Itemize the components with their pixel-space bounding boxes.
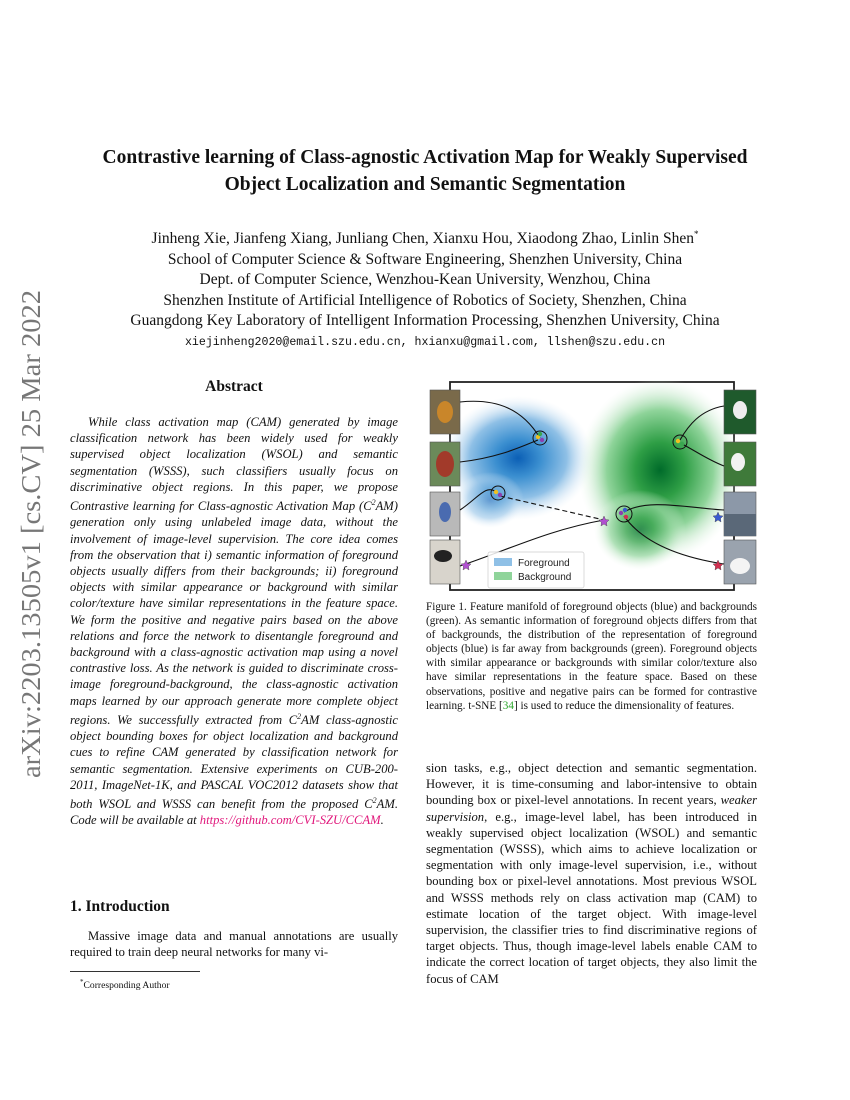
author-block <box>60 224 790 354</box>
legend-label-background: Background <box>518 572 572 583</box>
right-text-2: , e.g., image-level label, has been introduced in weakly supervised object localization (WSOL) and semantic segmentation (WSSS), which aims to achieve localization or segmentation with only image-level supervision, i.e., without bounding box or pixel-level annotations. Most previous WSOL and WSSS methods rely on class activation map (CAM) to estimate location of the target object. With image-level supervision, the classifier tries to find discriminative regions of target objects. Thus, though image-level labels enable CAM to indicate the correct location of target objects, they also limit the focus of CAM <box>426 809 757 986</box>
paper-title <box>60 144 790 198</box>
caption-text-1: Figure 1. Feature manifold of foreground objects (blue) and backgrounds (green). As semantic information of foreground objects differs from that of backgrounds, the distribution of the representation of foreground objects (blue) is far away from backgrounds (green). Foreground objects with similar appearance or backgrounds with similar color/texture also have similar representations in the feature space. Based on these observations, positive and negative pairs can be formed for contrastive learning. t-SNE [ <box>426 601 757 712</box>
abstract-sup-1: 2 <box>371 498 376 508</box>
caption-text-2: ] is used to reduce the dimensionality of features. <box>513 699 735 712</box>
legend-label-foreground: Foreground <box>518 558 570 569</box>
arxiv-identifier <box>8 290 48 780</box>
abstract-text-4: AM. Code will be available at <box>70 797 398 828</box>
author-names: Jinheng Xie, Jianfeng Xiang, Junliang Chen, Xianxu Hou, Xiaodong Zhao, Linlin Shen <box>151 230 694 248</box>
foreground-density-tail <box>456 472 524 528</box>
affiliation-3: Shenzhen Institute of Artificial Intelligence of Robotics of Society, Shenzhen, China <box>163 291 687 309</box>
abstract-body <box>70 414 398 829</box>
thumbnail-bird <box>430 540 460 584</box>
arxiv-identifier-text: arXiv:2203.13505v1 [cs.CV] 25 Mar 2022 <box>16 316 46 778</box>
right-text-1: sion tasks, e.g., object detection and semantic segmentation. However, it is time-consuming and labor-intensive to obtain bounding box or pixel-level annotations. In recent years, <box>426 761 757 808</box>
footnote <box>80 976 170 992</box>
affiliation-4: Guangdong Key Laboratory of Intelligent Information Processing, Shenzhen University, China <box>130 312 720 330</box>
code-link[interactable]: https://github.com/CVI-SZU/CCAM <box>199 813 381 828</box>
author-mark: * <box>693 229 699 239</box>
footnote-mark: * <box>80 978 84 986</box>
legend-swatch-background <box>494 572 512 580</box>
abstract-text-2: AM) generation only using unlabeled image data, without the involvement of image-level supervision. The core idea comes from the observation that i) semantic information of foreground objects usually differs from their backgrounds; ii) foreground objects with similar appearance or background with similar color/texture have similar representations in the feature space. We form the positive and negative pairs based on the above relations and force the network to disentangle foreground and background with a class-agnostic activation map using a novel contrastive loss. As the network is guided to discriminate cross-image foreground-background, the class-agnostic activation maps learned by our approach generate more complete object regions. We successfully extracted from C <box>70 499 398 728</box>
affiliation-2: Dept. of Computer Science, Wenzhou-Kean University, Wenzhou, China <box>199 271 651 289</box>
figure-caption <box>426 600 757 713</box>
abstract-text-3: AM class-agnostic object bounding boxes for object localization and background cues to refine CAM generated by classification network for semantic segmentation. Extensive experiments on CUB-200-2011, ImageNet-1K, and PASCAL VOC2012 datasets show that both WSOL and WSSS can benefit from the proposed C <box>70 713 399 812</box>
affiliation-1: School of Computer Science & Software Engineering, Shenzhen University, China <box>167 250 683 268</box>
title-line-1: Contrastive learning of Class-agnostic Activation Map for Weakly Supervised <box>102 147 748 168</box>
footnote-rule <box>70 971 200 972</box>
abstract-sup-2: 2 <box>297 711 302 721</box>
author-emails: xiejinheng2020@email.szu.edu.cn, hxianxu@gmail.com, llshen@szu.edu.cn <box>184 335 666 349</box>
background-density-lower <box>594 490 686 570</box>
introduction-text: Massive image data and manual annotations are usually required to train deep neural networks for many vi- <box>70 929 398 960</box>
abstract-end: . <box>380 813 384 828</box>
figure-legend <box>488 552 584 588</box>
legend-swatch-foreground <box>494 558 512 566</box>
abstract-text-1: While class activation map (CAM) generated by image classification network has been widely used for weakly supervised object localization (WSOL) and semantic segmentation (WSSS), such classifiers usually focus on discriminative object regions. In this paper, we propose Contrastive learning for Class-agnostic Activation Map (C <box>70 415 398 514</box>
title-line-2: Object Localization and Semantic Segmentation <box>224 174 626 195</box>
section-heading-introduction: 1. Introduction <box>70 898 170 915</box>
abstract-heading: Abstract <box>205 378 263 395</box>
figure-feature-manifold <box>428 380 758 594</box>
abstract-sup-3: 2 <box>372 796 377 806</box>
introduction-continued <box>426 760 757 987</box>
right-emphasis: weaker supervision <box>426 793 757 824</box>
footnote-text: Corresponding Author <box>83 980 170 992</box>
author-list <box>60 224 790 250</box>
citation-link[interactable]: 34 <box>502 699 514 712</box>
